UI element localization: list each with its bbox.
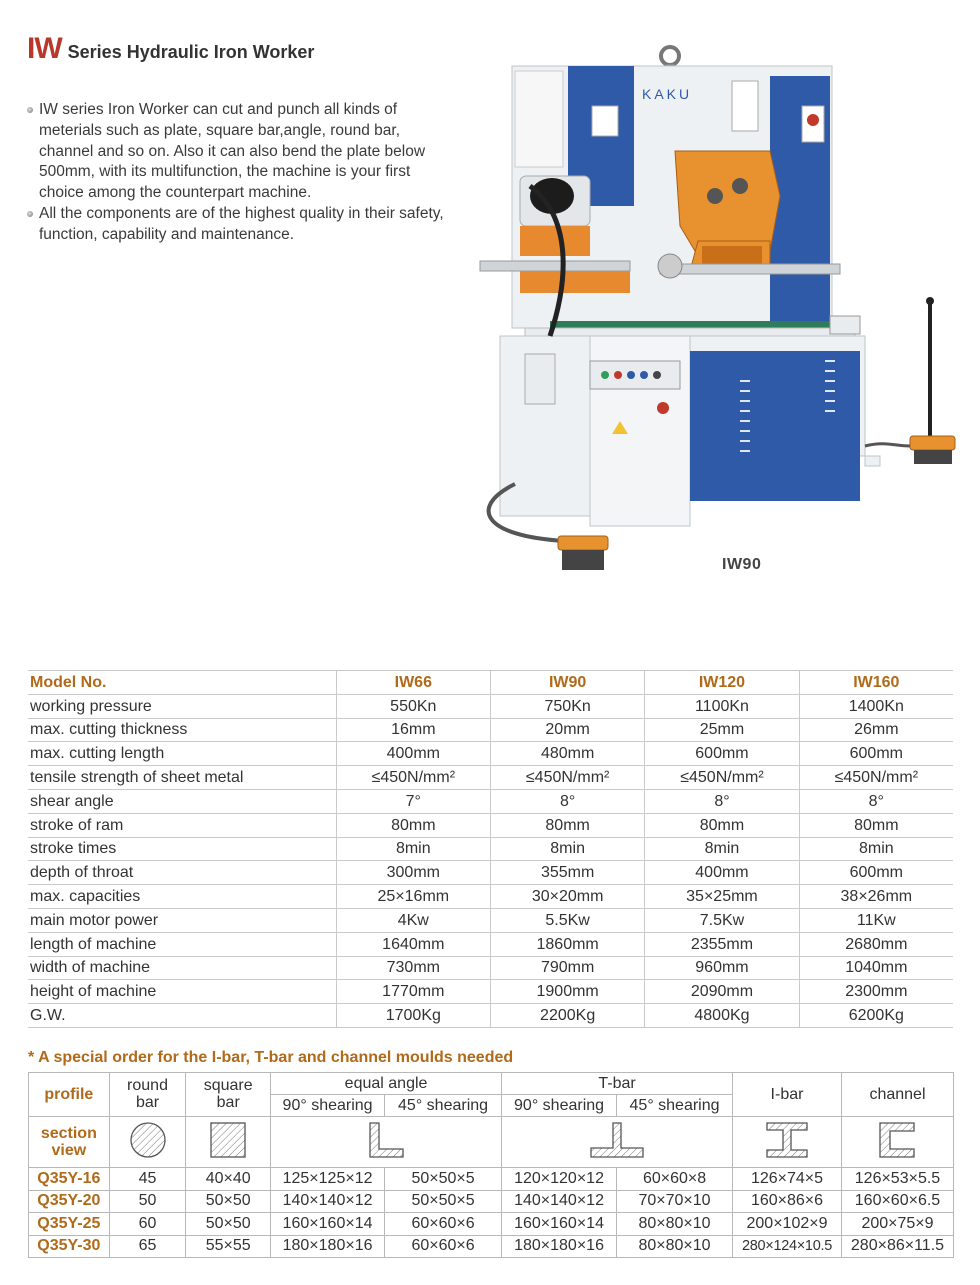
mould-value-cell: 200×75×9 (841, 1213, 953, 1236)
mould-value-cell: 160×86×6 (733, 1190, 842, 1213)
mould-value-cell: 200×102×9 (733, 1213, 842, 1236)
header-cell: IW160 (799, 671, 953, 695)
spec-value-cell: 960mm (645, 956, 799, 980)
mould-value-cell: 125×125×12 (271, 1168, 385, 1191)
section-view-row (29, 1117, 954, 1168)
table-row (29, 1213, 954, 1236)
spec-value-cell: 600mm (799, 861, 953, 885)
spec-value-cell: 11Kw (799, 908, 953, 932)
header-cell: IW90 (490, 671, 644, 695)
spec-value-cell: 26mm (799, 718, 953, 742)
spec-value-cell: 1100Kn (645, 694, 799, 718)
mould-value-cell: 60×60×6 (385, 1213, 502, 1236)
spec-value-cell: 2200Kg (490, 1004, 644, 1028)
i-bar-header: I-bar (733, 1073, 842, 1117)
equal-angle-header: equal angle (271, 1073, 502, 1095)
spec-value-cell: 8° (490, 789, 644, 813)
spec-label-cell: max. cutting length (28, 742, 336, 766)
spec-label-cell: height of machine (28, 980, 336, 1004)
spec-label-cell: length of machine (28, 932, 336, 956)
spec-value-cell: 4800Kg (645, 1004, 799, 1028)
mould-value-cell: 180×180×16 (271, 1235, 385, 1258)
mould-value-cell: 60×60×8 (617, 1168, 733, 1191)
spec-value-cell: 1900mm (490, 980, 644, 1004)
spec-label-cell: max. capacities (28, 885, 336, 909)
spec-value-cell: 1640mm (336, 932, 490, 956)
angle-section-icon (271, 1117, 502, 1168)
spec-value-cell: 2355mm (645, 932, 799, 956)
mould-value-cell: 45 (109, 1168, 186, 1191)
table-row (28, 932, 953, 956)
table-header-row (28, 671, 953, 695)
mould-table (28, 1072, 954, 1258)
spec-value-cell: 1400Kn (799, 694, 953, 718)
mould-header-row (29, 1073, 954, 1095)
spec-value-cell: 6200Kg (799, 1004, 953, 1028)
mould-value-cell: 50 (109, 1190, 186, 1213)
spec-label-cell: depth of throat (28, 861, 336, 885)
model-cell: Q35Y-16 (29, 1168, 110, 1191)
table-row (28, 885, 953, 909)
t-bar-header: T-bar (502, 1073, 733, 1095)
table-row (29, 1168, 954, 1191)
header-cell: Model No. (28, 671, 336, 695)
page-title (27, 32, 314, 66)
shear-45-header: 45° shearing (617, 1095, 733, 1117)
header-cell: IW66 (336, 671, 490, 695)
mould-value-cell: 50×50×5 (385, 1190, 502, 1213)
spec-label-cell: shear angle (28, 789, 336, 813)
spec-value-cell: 300mm (336, 861, 490, 885)
mould-value-cell: 180×180×16 (502, 1235, 617, 1258)
spec-label-cell: main motor power (28, 908, 336, 932)
table-row (28, 813, 953, 837)
table-row (28, 694, 953, 718)
spec-value-cell: 750Kn (490, 694, 644, 718)
table-row (28, 1004, 953, 1028)
spec-value-cell: 25mm (645, 718, 799, 742)
spec-label-cell: working pressure (28, 694, 336, 718)
channel-header: channel (841, 1073, 953, 1117)
spec-value-cell: 35×25mm (645, 885, 799, 909)
table-row (29, 1235, 954, 1258)
mould-value-cell: 50×50 (186, 1213, 271, 1236)
model-cell: Q35Y-20 (29, 1190, 110, 1213)
mould-value-cell: 60×60×6 (385, 1235, 502, 1258)
spec-value-cell: 20mm (490, 718, 644, 742)
mould-value-cell: 70×70×10 (617, 1190, 733, 1213)
special-order-note: * A special order for the I-bar, T-bar and channel moulds needed (28, 1049, 514, 1066)
spec-label-cell: max. cutting thickness (28, 718, 336, 742)
spec-value-cell: 4Kw (336, 908, 490, 932)
round-bar-section-icon (109, 1117, 186, 1168)
mould-value-cell: 280×86×11.5 (841, 1235, 953, 1258)
spec-value-cell: 550Kn (336, 694, 490, 718)
mould-value-cell: 160×160×14 (271, 1213, 385, 1236)
spec-value-cell: 7° (336, 789, 490, 813)
spec-value-cell: 8° (645, 789, 799, 813)
spec-value-cell: 480mm (490, 742, 644, 766)
bullet-icon (27, 107, 33, 113)
mould-value-cell: 120×120×12 (502, 1168, 617, 1191)
spec-value-cell: 80mm (799, 813, 953, 837)
spec-value-cell: 2680mm (799, 932, 953, 956)
table-row (28, 718, 953, 742)
machine-caption: IW90 (722, 556, 762, 573)
table-row (28, 766, 953, 790)
spec-value-cell: ≤450N/mm² (645, 766, 799, 790)
t-bar-section-icon (502, 1117, 733, 1168)
spec-label-cell: stroke times (28, 837, 336, 861)
table-row (28, 956, 953, 980)
feature-item: All the components are of the highest quality in their safety, function, capability and maintenance. (26, 204, 456, 246)
title-prefix: IW (27, 32, 62, 65)
mould-value-cell: 160×160×14 (502, 1213, 617, 1236)
spec-label-cell: tensile strength of sheet metal (28, 766, 336, 790)
square-bar-section-icon (186, 1117, 271, 1168)
mould-value-cell: 126×74×5 (733, 1168, 842, 1191)
spec-value-cell: 5.5Kw (490, 908, 644, 932)
spec-value-cell: ≤450N/mm² (799, 766, 953, 790)
shear-45-header: 45° shearing (385, 1095, 502, 1117)
table-row (28, 742, 953, 766)
i-bar-section-icon (733, 1117, 842, 1168)
feature-list (26, 100, 456, 246)
mould-value-cell: 65 (109, 1235, 186, 1258)
spec-value-cell: 2090mm (645, 980, 799, 1004)
spec-label-cell: stroke of ram (28, 813, 336, 837)
shear-90-header: 90° shearing (502, 1095, 617, 1117)
spec-value-cell: 1860mm (490, 932, 644, 956)
mould-value-cell: 80×80×10 (617, 1213, 733, 1236)
mould-value-cell: 280×124×10.5 (733, 1235, 842, 1258)
spec-value-cell: 80mm (490, 813, 644, 837)
mould-value-cell: 140×140×12 (502, 1190, 617, 1213)
spec-value-cell: 8min (645, 837, 799, 861)
spec-value-cell: 730mm (336, 956, 490, 980)
mould-value-cell: 50×50×5 (385, 1168, 502, 1191)
mould-value-cell: 55×55 (186, 1235, 271, 1258)
spec-value-cell: 16mm (336, 718, 490, 742)
table-row (28, 861, 953, 885)
channel-section-icon (841, 1117, 953, 1168)
spec-value-cell: 30×20mm (490, 885, 644, 909)
table-row (28, 837, 953, 861)
spec-value-cell: 600mm (645, 742, 799, 766)
spec-value-cell: 1770mm (336, 980, 490, 1004)
brand-label: KAKU (642, 86, 693, 102)
model-cell: Q35Y-30 (29, 1235, 110, 1258)
spec-value-cell: 7.5Kw (645, 908, 799, 932)
mould-value-cell: 140×140×12 (271, 1190, 385, 1213)
section-view-label: section view (29, 1117, 110, 1168)
mould-value-cell: 160×60×6.5 (841, 1190, 953, 1213)
spec-value-cell: 8min (799, 837, 953, 861)
spec-value-cell: 8° (799, 789, 953, 813)
spec-value-cell: 2300mm (799, 980, 953, 1004)
spec-value-cell: 400mm (645, 861, 799, 885)
spec-value-cell: 80mm (645, 813, 799, 837)
spec-value-cell: 355mm (490, 861, 644, 885)
spec-value-cell: 1700Kg (336, 1004, 490, 1028)
machine-image (470, 36, 970, 582)
model-cell: Q35Y-25 (29, 1213, 110, 1236)
table-row (29, 1190, 954, 1213)
mould-value-cell: 50×50 (186, 1190, 271, 1213)
table-row (28, 908, 953, 932)
table-row (28, 789, 953, 813)
spec-value-cell: 25×16mm (336, 885, 490, 909)
spec-label-cell: G.W. (28, 1004, 336, 1028)
spec-label-cell: width of machine (28, 956, 336, 980)
spec-value-cell: 600mm (799, 742, 953, 766)
round-bar-header: round bar (109, 1073, 186, 1117)
square-bar-header: square bar (186, 1073, 271, 1117)
header-cell: IW120 (645, 671, 799, 695)
mould-value-cell: 80×80×10 (617, 1235, 733, 1258)
spec-value-cell: 790mm (490, 956, 644, 980)
spec-value-cell: 1040mm (799, 956, 953, 980)
spec-value-cell: 80mm (336, 813, 490, 837)
feature-item: IW series Iron Worker can cut and punch all kinds of meterials such as plate, square bar,angle, round bar, channel and so on. Also it can also bend the plate below 500mm, with its multifunction, the machine is your first choice among the counterpart machine. (26, 100, 456, 204)
mould-value-cell: 60 (109, 1213, 186, 1236)
spec-value-cell: ≤450N/mm² (490, 766, 644, 790)
mould-value-cell: 40×40 (186, 1168, 271, 1191)
title-text: Series Hydraulic Iron Worker (67, 42, 315, 62)
spec-value-cell: ≤450N/mm² (336, 766, 490, 790)
mould-value-cell: 126×53×5.5 (841, 1168, 953, 1191)
spec-value-cell: 400mm (336, 742, 490, 766)
spec-value-cell: 8min (490, 837, 644, 861)
profile-label: profile (29, 1073, 110, 1117)
spec-value-cell: 38×26mm (799, 885, 953, 909)
spec-value-cell: 8min (336, 837, 490, 861)
bullet-icon (27, 211, 33, 217)
table-row (28, 980, 953, 1004)
spec-table (28, 670, 953, 1028)
shear-90-header: 90° shearing (271, 1095, 385, 1117)
